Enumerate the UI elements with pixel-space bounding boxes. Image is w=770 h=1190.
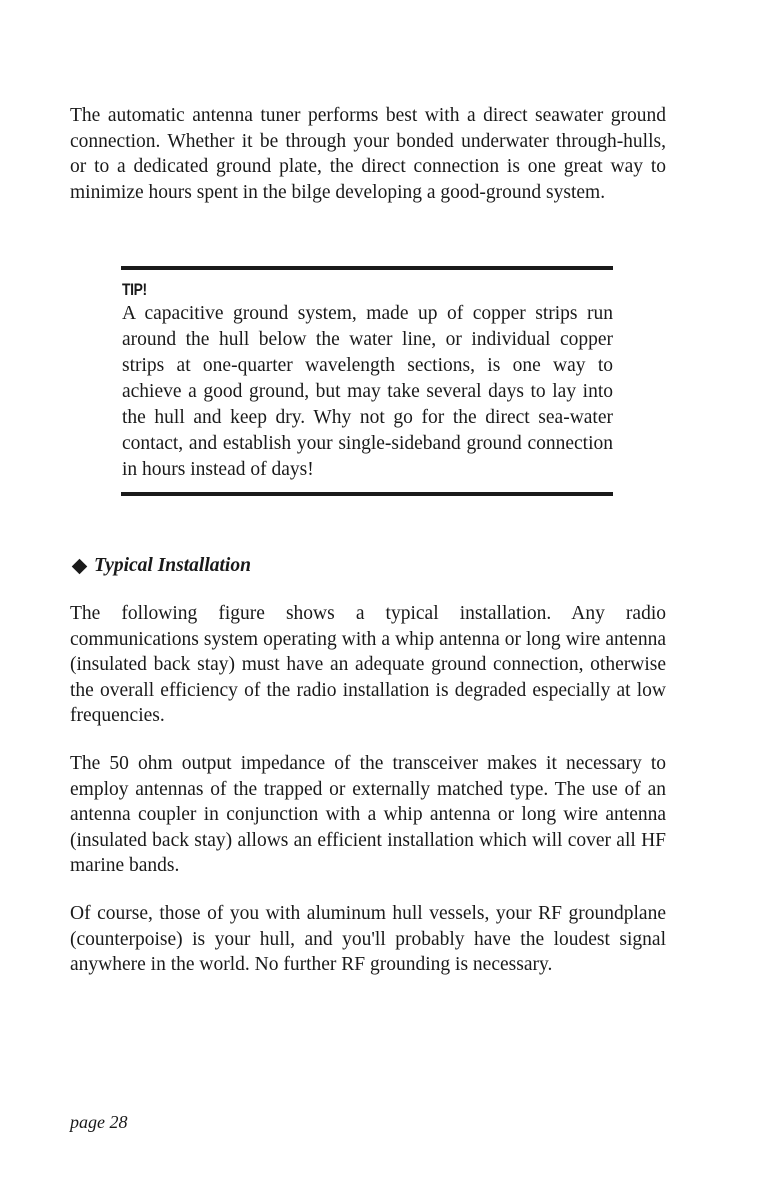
tip-text: A capacitive ground system, made up of copper strips run around the hull below the water line, or individual copper strips at one-quarter wavelength sections, is one way to achieve a good ground, but may take several days to lay into the hull and keep dry. Why not go for the direct sea-water contact, and establish your single-sideband ground connection in hours instead of days! xyxy=(122,303,613,480)
tip-title: TIP! xyxy=(122,280,147,299)
intro-paragraph: The automatic antenna tuner performs best with a direct seawater ground connection. Whether it be through your bonded underwater through-hulls, or to a dedicated ground plate, the direct connection is one great way to minimize hours spent in the bilge developing a good-ground system. xyxy=(70,105,666,203)
tip-top-rule xyxy=(121,266,613,270)
tip-box xyxy=(121,266,613,498)
section-paragraph: Of course, those of you with aluminum hull vessels, your RF groundplane (counterpoise) is your hull, and you'll probably have the loudest signal anywhere in the world. No further RF grounding is necessary. xyxy=(70,903,666,975)
section-heading-text: Typical Installation xyxy=(94,555,251,576)
section-paragraph: The following figure shows a typical installation. Any radio communications system operating with a whip antenna or long wire antenna (insulated back stay) must have an adequate ground connection, otherwise the overall efficiency of the radio installation is degraded especially at low frequencies. xyxy=(70,603,666,726)
tip-bottom-rule xyxy=(121,492,613,496)
page-number: page 28 xyxy=(70,1112,128,1132)
diamond-bullet-icon xyxy=(72,558,88,574)
section-paragraph: The 50 ohm output impedance of the transceiver makes it necessary to employ antennas of the trapped or externally matched type. The use of an antenna coupler in conjunction with a whip antenna or long wire antenna (insulated back stay) allows an efficient installation which will cover all HF marine bands. xyxy=(70,753,666,876)
section-heading xyxy=(70,555,251,577)
